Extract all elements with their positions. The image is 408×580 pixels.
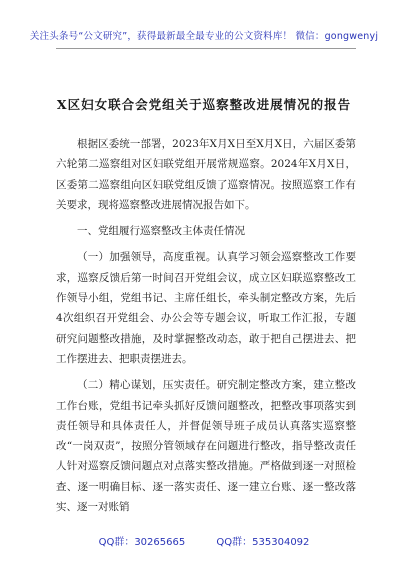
intro-paragraph: 根据区委统一部署，2023年X月X日至X月X日，六届区委第六轮第二巡察组对区妇联党组开展常规巡察。2024年X月X日，区委第二巡察组向区妇联党组反馈了巡察情况。按照巡察工作有关要求，现将巡察整改进展情况报告如下。	[56, 138, 356, 211]
document-title: X区妇女联合会党组关于巡察整改进展情况的报告	[56, 97, 352, 112]
body-paragraph: （二）精心谋划，压实责任。研究制定整改方案，建立整改工作台账，党组书记牵头抓好反馈问题整改，把整改事项落实到责任领导和具体责任人，并督促领导班子成员认真落实巡察整改“一岗双责”，按照分管领域存在问题进行整改，指导整改责任人针对巡察反馈问题点对点落实整改措施。严格做到逐一对照检查、逐一明确目标、逐一落实责任、逐一建立台账、逐一整改落实、逐一对账销	[56, 379, 356, 514]
body-paragraph: （一）加强领导，高度重视。认真学习领会巡察整改工作要求，巡察反馈后第一时间召开党组会议，成立区妇联巡察整改工作领导小组，党组书记、主席任组长，牵头制定整改方案，先后4次组织召开党组会、办公会等专题会议，听取工作汇报，专题研究问题整改措施，及时掌握整改动态，敢于把自己摆进去、把工作摆进去、把职责摆进去。	[56, 251, 356, 365]
qq-group-1: QQ群：30265665	[98, 537, 186, 548]
header-divider	[56, 48, 356, 49]
document-body	[56, 134, 356, 523]
promo-notice: 关注头条号“公文研究”，获得最新最全最专业的公文资料库！ 微信：gongwenyj	[29, 31, 379, 42]
section-heading: 一、党组履行巡察整改主体责任情况	[77, 225, 245, 238]
qq-group-2: QQ群：535304092	[216, 537, 310, 548]
footer-contact	[0, 533, 408, 548]
